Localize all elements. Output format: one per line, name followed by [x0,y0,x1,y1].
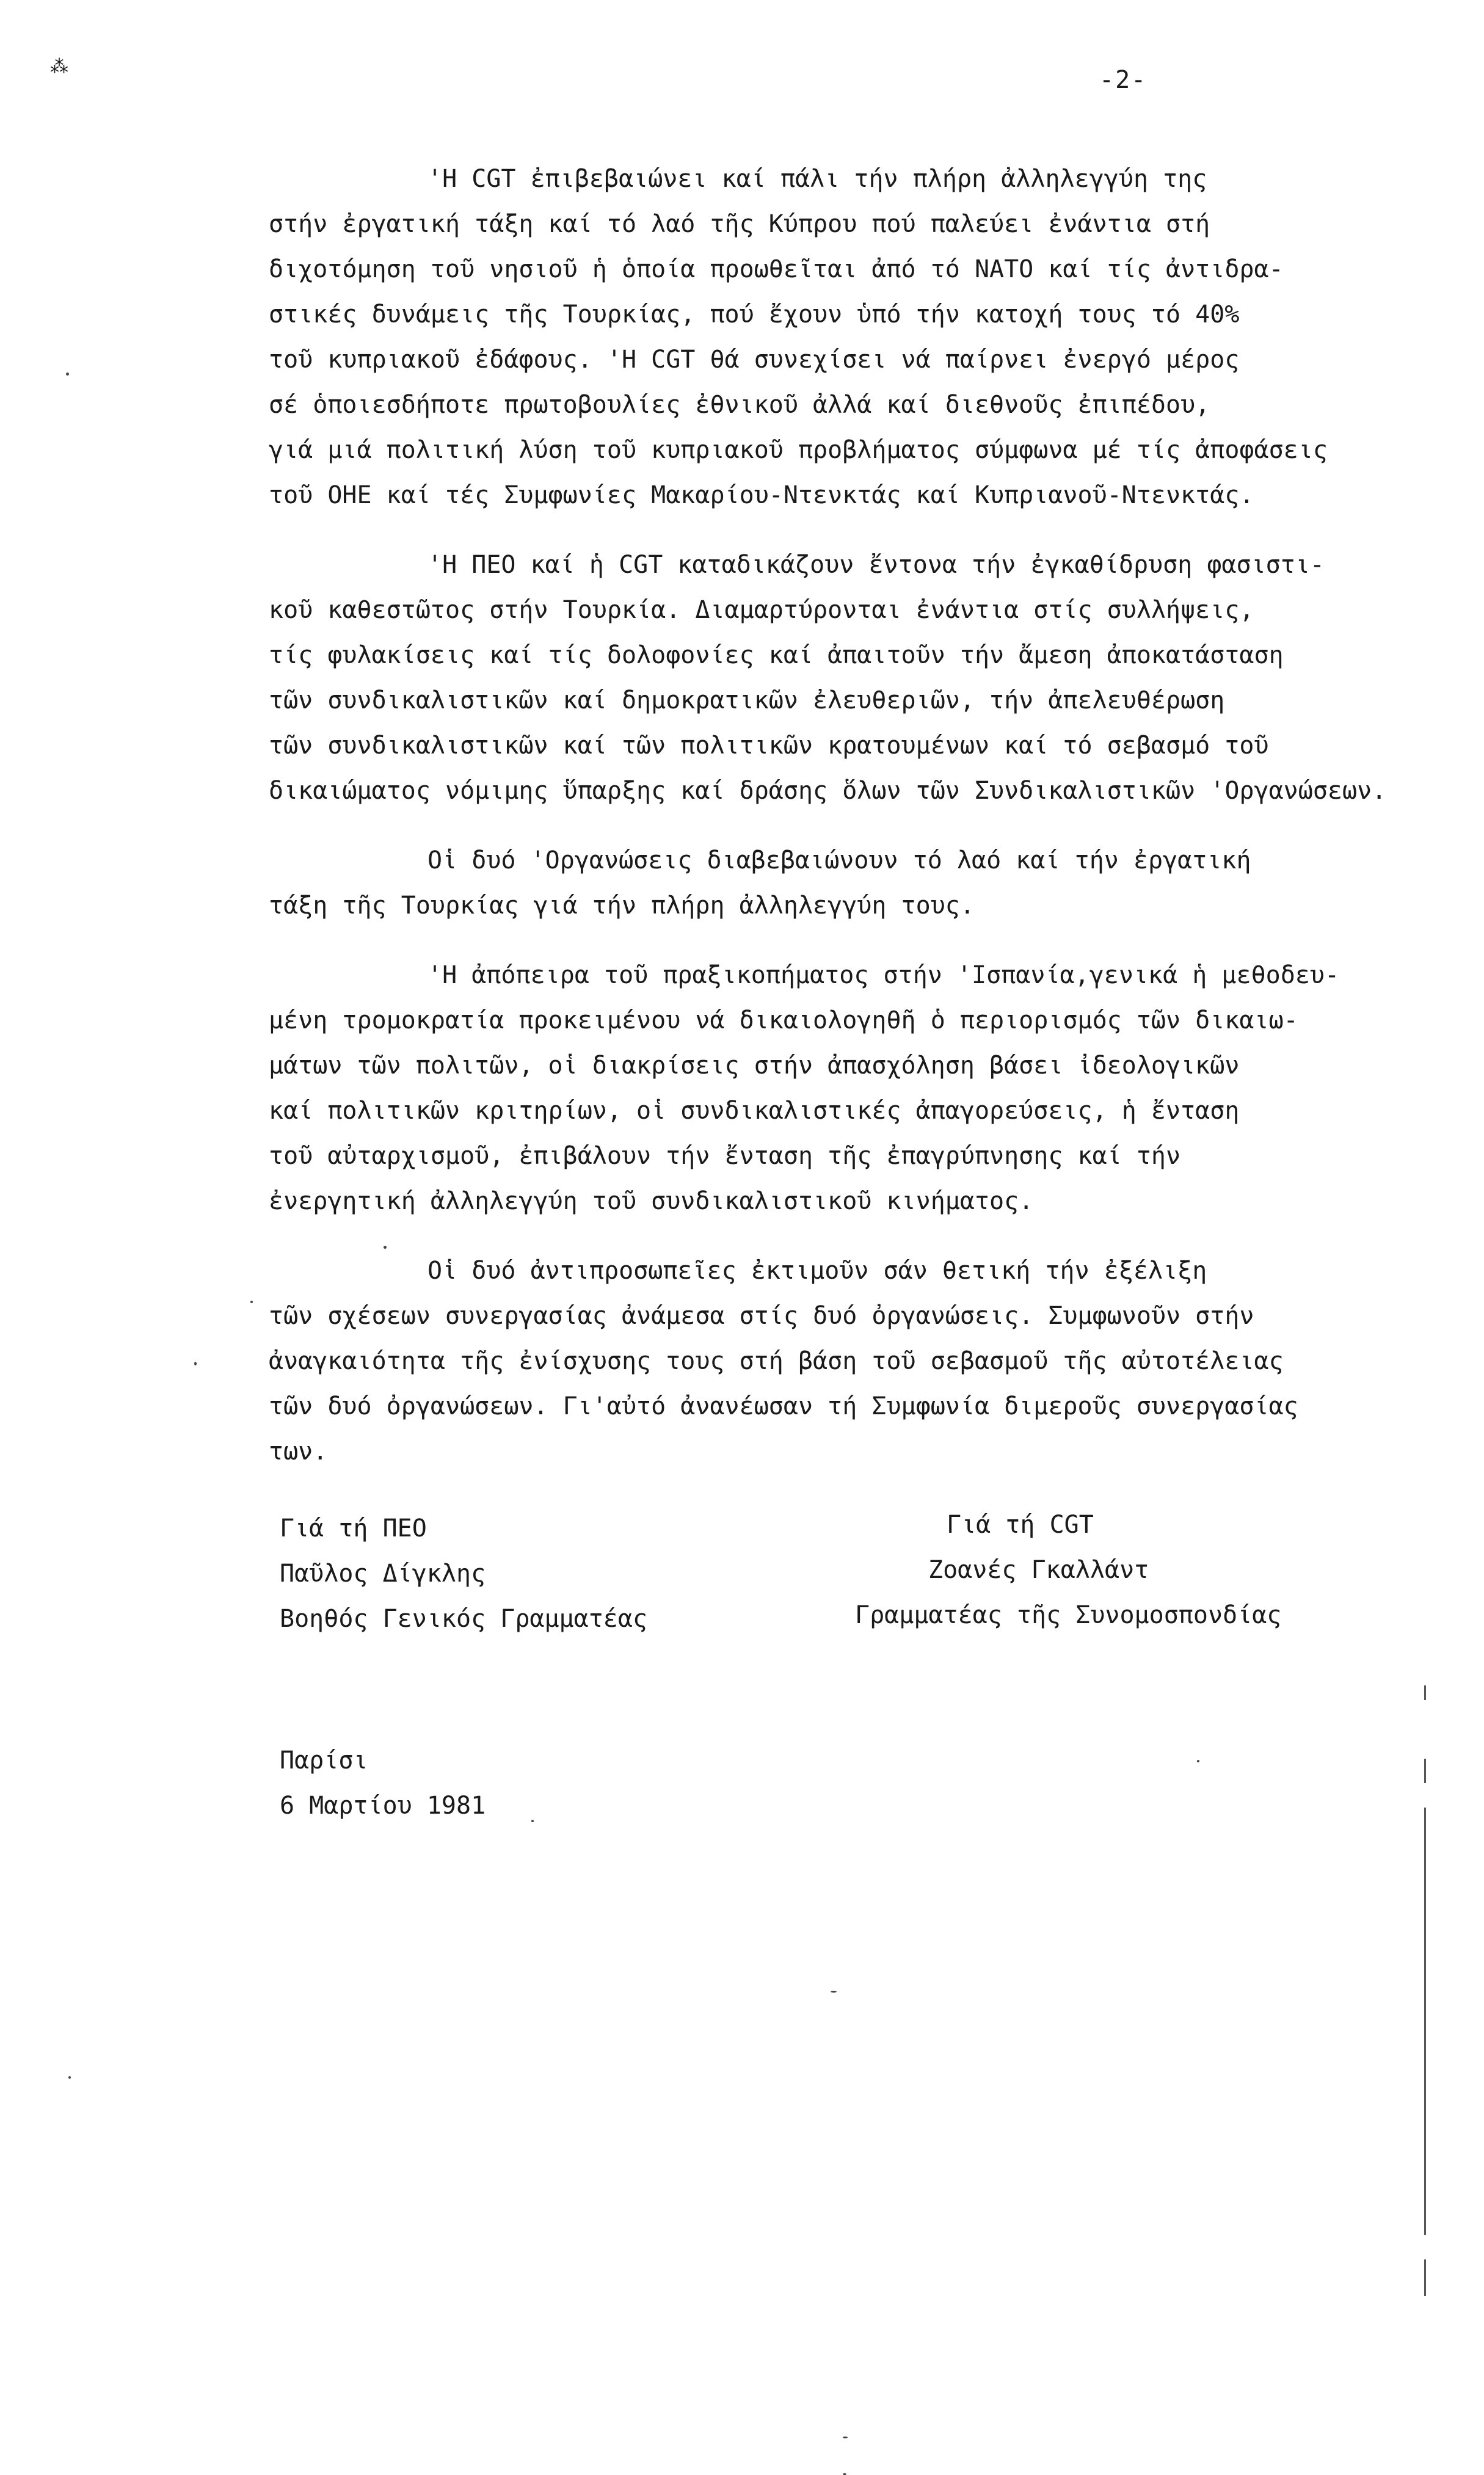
margin-mark [1424,2259,1426,2296]
place-date-block [280,1738,486,1828]
scan-speck [531,1820,534,1822]
paragraph-cgt-cyprus [269,156,1429,518]
text-line: Οἱ δυό ἀντιπροσωπεῖες ἐκτιμοῦν σάν θετική τήν ἐξέλιξη [427,1257,1207,1285]
text-line: 'Η ἀπόπειρα τοῦ πραξικοπήματος στήν 'Ισπανία,γενικά ἡ μεθοδευ- [427,961,1340,989]
text-line: τῶν συνδικαλιστικῶν καί δημοκρατικῶν ἐλευθεριῶν, τήν ἀπελευθέρωση [269,686,1225,714]
signature-for: Γιά τή ΠΕΟ [280,1514,427,1543]
text-line: διχοτόμηση τοῦ νησιοῦ ἡ ὁποία προωθεῖται ἀπό τό ΝΑΤΟ καί τίς ἀντιδρα- [269,255,1284,283]
text-line: δικαιώματος νόμιμης ὕπαρξης καί δράσης ὅλων τῶν Συνδικαλιστικῶν 'Οργανώσεων. [269,777,1387,805]
text-line: ἐνεργητική ἀλληλεγγύη τοῦ συνδικαλιστικοῦ κινήματος. [269,1187,1034,1215]
text-line: τοῦ κυπριακοῦ ἐδάφους. 'Η CGT θά συνεχίσει νά παίρνει ἐνεργό μέρος [269,346,1240,374]
scan-speck [66,373,69,376]
text-line: τῶν συνδικαλιστικῶν καί τῶν πολιτικῶν κρατουμένων καί τό σεβασμό τοῦ [269,732,1269,760]
signature-name: Παῦλος Δίγκλης [280,1560,486,1588]
text-line: τάξη τῆς Τουρκίας γιά τήν πλήρη ἀλληλεγγύη τους. [269,892,975,920]
signature-block-peo [280,1506,647,1641]
margin-mark [1424,1808,1426,2235]
text-line: τοῦ ΟΗΕ καί τές Συμφωνίες Μακαρίου-Ντενκτάς καί Κυπριανοῦ-Ντενκτάς. [269,481,1254,509]
text-line: τῶν σχέσεων συνεργασίας ἀνάμεσα στίς δυό ὀργανώσεις. Συμφωνοῦν στήν [269,1302,1254,1330]
margin-mark [1424,1759,1426,1783]
text-line: Οἱ δυό 'Οργανώσεις διαβεβαιώνουν τό λαό καί τήν ἐργατική [427,846,1251,874]
text-line: στήν ἐργατική τάξη καί τό λαό τῆς Κύπρου πού παλεύει ἐνάντια στή [269,210,1210,238]
scan-speck [250,1301,253,1303]
text-line: ἀναγκαιότητα τῆς ἐνίσχυσης τους στή βάση τοῦ σεβασμοῦ τῆς αὐτοτέλειας [269,1347,1284,1375]
date: 6 Μαρτίου 1981 [280,1792,486,1820]
body-text [269,156,1429,1499]
text-line: 'Η ΠΕΟ καί ἡ CGT καταδικάζουν ἔντονα τήν ἐγκαθίδρυση φασιστι- [427,551,1325,579]
text-line: καί πολιτικῶν κριτηρίων, οἱ συνδικαλιστικές ἀπαγορεύσεις, ἡ ἔνταση [269,1097,1240,1125]
signature-title: Γραμματέας τῆς Συνομοσπονδίας [855,1601,1282,1629]
text-line: τοῦ αὐταρχισμοῦ, ἐπιβάλουν τήν ἔνταση τῆς ἐπαγρύπνησης καί τήν [269,1142,1181,1170]
text-line: μάτων τῶν πολιτῶν, οἱ διακρίσεις στήν ἀπασχόληση βάσει ἰδεολογικῶν [269,1052,1240,1080]
text-line: στικές δυνάμεις τῆς Τουρκίας, πού ἔχουν ὑπό τήν κατοχή τους τό 40% [269,300,1240,329]
paragraph-spain [269,953,1429,1224]
scan-speck [1197,1760,1199,1762]
text-line: σέ ὁποιεσδήποτε πρωτοβουλίες ἐθνικοῦ ἀλλά καί διεθνοῦς ἐπιπέδου, [269,391,1210,419]
scan-speck [194,1362,197,1365]
scan-speck [384,1246,387,1249]
signature-title: Βοηθός Γενικός Γραμματέας [280,1605,648,1633]
corner-mark: ⁂ [50,56,68,78]
place: Παρίσι [280,1746,368,1775]
text-line: 'Η CGT ἐπιβεβαιώνει καί πάλι τήν πλήρη ἀλληλεγγύη της [427,165,1207,193]
text-line: γιά μιά πολιτική λύση τοῦ κυπριακοῦ προβλήματος σύμφωνα μέ τίς ἀποφάσεις [269,436,1328,464]
text-line: των. [269,1437,328,1466]
paragraph-solidarity [269,838,1429,928]
signature-for: Γιά τή CGT [947,1511,1094,1539]
signature-block-cgt [855,1502,1281,1638]
text-line: τίς φυλακίσεις καί τίς δολοφονίες καί ἀπαιτοῦν τήν ἄμεση ἀποκατάσταση [269,641,1284,669]
scan-speck [831,1991,837,1993]
scan-speck [68,2076,71,2079]
text-line: κοῦ καθεστῶτος στήν Τουρκία. Διαμαρτύρονται ἐνάντια στίς συλλήψεις, [269,596,1254,624]
paragraph-turkey [269,542,1429,813]
text-line: μένη τρομοκρατία προκειμένου νά δικαιολογηθῆ ὁ περιορισμός τῶν δικαιω- [269,1006,1298,1034]
margin-mark [1424,1685,1426,1700]
scan-speck [843,2437,848,2438]
paragraph-cooperation [269,1248,1429,1474]
signature-name: Ζοανές Γκαλλάντ [928,1556,1149,1584]
text-line: τῶν δυό ὀργανώσεων. Γι'αὐτό ἀνανέωσαν τή Συμφωνία διμεροῦς συνεργασίας [269,1392,1298,1420]
page-number: -2- [1099,66,1148,94]
